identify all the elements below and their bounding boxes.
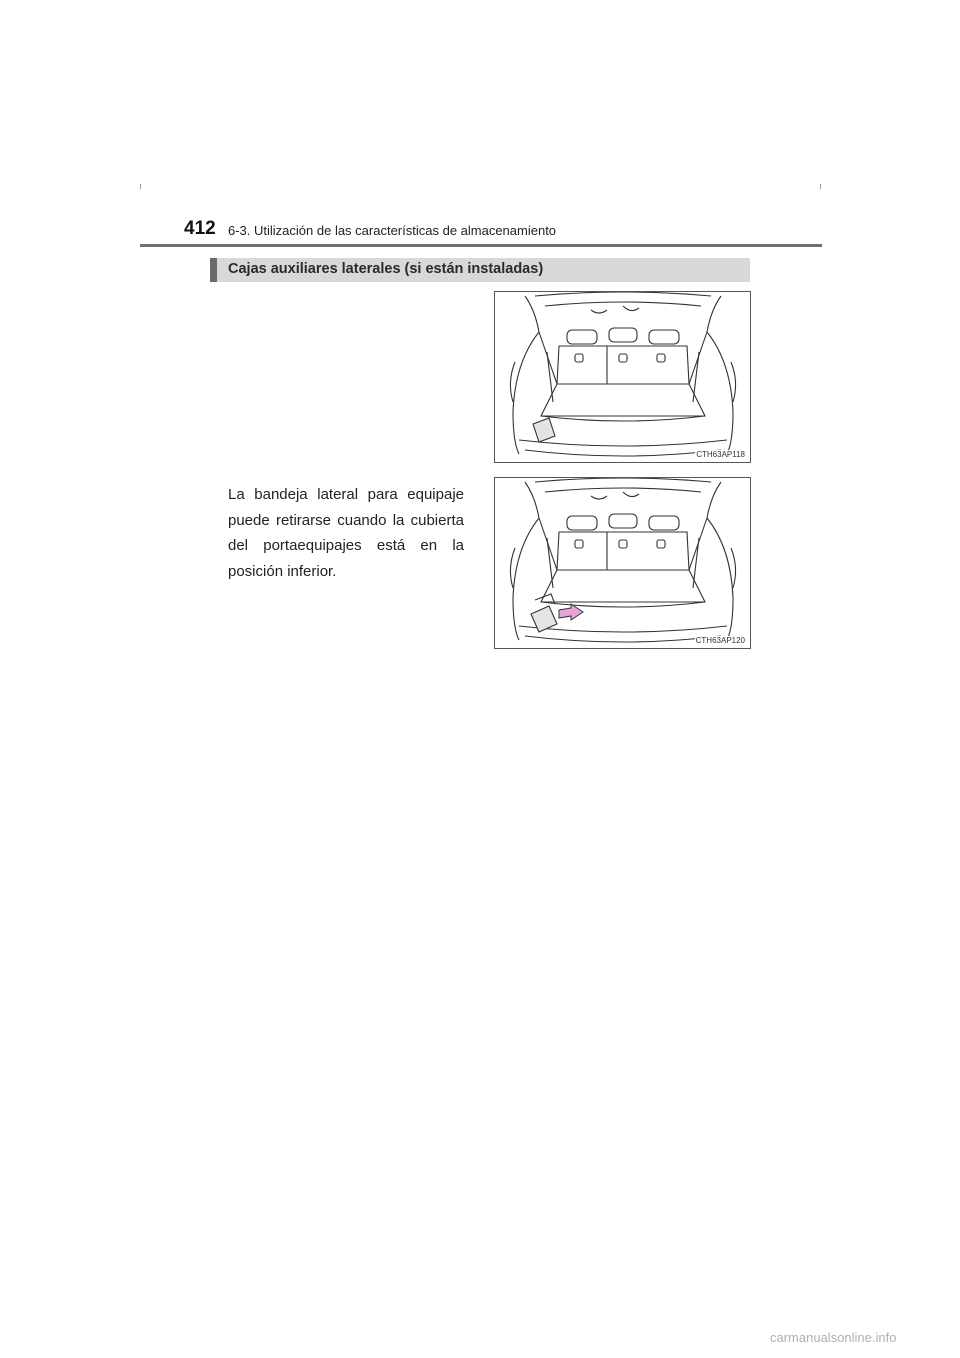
section-heading-text: Cajas auxiliares laterales (si están instaladas)	[228, 261, 544, 277]
body-paragraph: La bandeja lateral para equipaje puede retirarse cuando la cubierta del portaequipajes está en la posición inferior.	[228, 486, 464, 580]
figure-code: CTH63AP118	[696, 450, 745, 459]
figure-trunk-1	[494, 291, 751, 463]
arrow-icon	[559, 604, 583, 620]
section-heading	[210, 258, 750, 282]
trunk-interior-illustration	[495, 292, 751, 463]
figure-trunk-2	[494, 477, 751, 649]
trunk-interior-removal-arrow-illustration	[495, 478, 751, 649]
figure-code: CTH63AP120	[695, 636, 745, 645]
crop-mark-left	[140, 184, 141, 189]
running-header: 6-3. Utilización de las características de almacenamiento	[228, 223, 557, 238]
watermark-text: carmanualsonline.info	[770, 1330, 897, 1345]
crop-mark-right	[820, 184, 821, 189]
page-number: 412	[184, 218, 216, 239]
header-rule	[140, 244, 822, 247]
